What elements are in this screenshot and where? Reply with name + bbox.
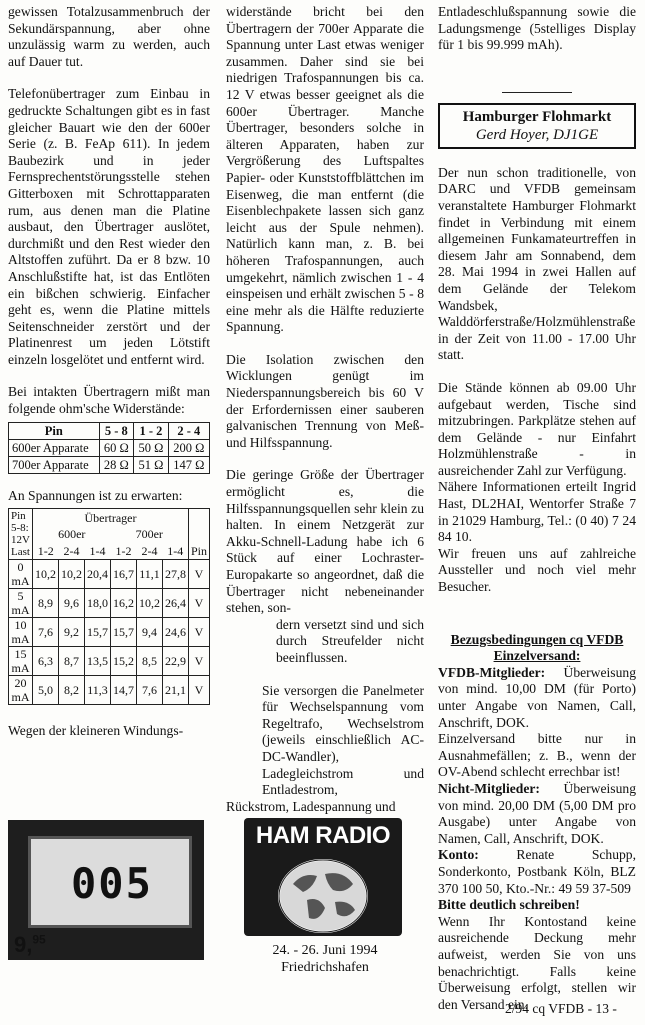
ham-radio-title: HAM RADIO xyxy=(255,822,391,849)
table-header-cell: Pin xyxy=(9,422,100,439)
table-cell: 15,7 xyxy=(110,618,136,647)
account-label: Konto: xyxy=(438,847,479,863)
ham-radio-place: Friedrichshafen xyxy=(281,960,369,975)
corner-volt-label: 12V xyxy=(11,534,30,547)
corner-last-label: Last xyxy=(11,546,30,559)
lcd-digits: 005 xyxy=(71,859,153,908)
table-row xyxy=(9,560,210,589)
table-cell: 24,6 xyxy=(162,618,188,647)
price-cents: 95 xyxy=(32,932,46,947)
table-cell: 15 mA xyxy=(9,647,33,676)
table-cell: 5 mA xyxy=(9,589,33,618)
table-cell: 8,2 xyxy=(58,676,84,705)
table-row xyxy=(9,647,210,676)
table-row xyxy=(9,618,210,647)
table-header-row xyxy=(9,509,210,526)
table-cell: 0 mA xyxy=(9,560,33,589)
members-text: Überweisung von mind. 10,00 DM (für Porto) unter Angabe von Namen, Call, Anschrift, DOK. xyxy=(438,664,636,730)
table-cell: 50 Ω xyxy=(134,439,169,456)
members-label: VFDB-Mitglieder: xyxy=(438,664,546,680)
nonmembers-block xyxy=(438,781,636,847)
table-cell: 22,9 xyxy=(162,647,188,676)
table-header-cell: 2-4 xyxy=(58,543,84,560)
separator-rule xyxy=(502,92,572,93)
nonmembers-text: Überweisung von mind. 20,00 DM (5,00 DM pro Ausgabe) unter Angabe von Namen, Call, Anschrift, DOK. xyxy=(438,780,636,846)
table-header-cell: 1-2 xyxy=(32,543,58,560)
table-cell: 10 mA xyxy=(9,618,33,647)
table-cell: 10,2 xyxy=(32,560,58,589)
members-block xyxy=(438,665,636,731)
col1-paragraph-4: An Spannungen ist zu erwarten: xyxy=(8,487,183,503)
table-cell: 15,7 xyxy=(84,618,110,647)
page-footer: 2/94 cq VFDB - 13 - xyxy=(505,1001,617,1016)
col2-paragraph-4-tail: Rückstrom, Ladespannung und xyxy=(226,798,396,814)
table-cell: 9,6 xyxy=(58,589,84,618)
table-cell: 15,2 xyxy=(110,647,136,676)
ham-radio-date: 24. - 26. Juni 1994 xyxy=(272,943,378,958)
article-author: Gerd Hoyer, DJ1GE xyxy=(475,126,599,143)
table-header-cell: 1-4 xyxy=(84,543,110,560)
table-cell: 13,5 xyxy=(84,647,110,676)
table-cell: 14,7 xyxy=(110,676,136,705)
column-2 xyxy=(226,4,424,815)
table-cell: 147 Ω xyxy=(168,456,209,473)
table-header-cell: Pin xyxy=(188,543,209,560)
subscription-title: Bezugsbedingungen cq VFDB xyxy=(450,631,624,647)
table-header-cell: 2-4 xyxy=(136,543,162,560)
table-row xyxy=(9,439,210,456)
table-cell: 10,2 xyxy=(58,560,84,589)
write-clearly-note: Bitte deutlich schreiben! xyxy=(438,897,580,913)
table-cell: 5,0 xyxy=(32,676,58,705)
col1-paragraph-1: gewissen Totalzusammenbruch der Sekundärspannung, aber ohne unzulässig warm zu werden, auch auf Dauer tut. xyxy=(8,4,210,69)
table-row xyxy=(9,589,210,618)
column-1 xyxy=(8,4,210,740)
table-cell: 8,9 xyxy=(32,589,58,618)
table-header-cell: 1-4 xyxy=(162,543,188,560)
column-3 xyxy=(438,4,636,1013)
resistance-table xyxy=(8,422,210,474)
table-cell: 26,4 xyxy=(162,589,188,618)
subscription-subtitle: Einzelversand: xyxy=(493,648,581,664)
globe-icon xyxy=(273,854,373,934)
group-title-cell: Übertrager xyxy=(32,509,188,526)
table-header-cell: 1 - 2 xyxy=(134,422,169,439)
corner-pin-label: Pin 5-8: xyxy=(11,510,29,535)
table-cell: 28 Ω xyxy=(99,456,134,473)
table-cell: 20,4 xyxy=(84,560,110,589)
nonmembers-label: Nicht-Mitglieder: xyxy=(438,780,540,796)
table-cell: 27,8 xyxy=(162,560,188,589)
table-cell: 200 Ω xyxy=(168,439,209,456)
table-header-row xyxy=(9,526,210,543)
col3-paragraph-5: Wir freuen uns auf zahlreiche Aussteller und noch viel mehr Besucher. xyxy=(438,545,636,595)
table-header-cell: 2 - 4 xyxy=(168,422,209,439)
table-header-cell: 1-2 xyxy=(110,543,136,560)
col2-paragraph-4: Sie versorgen die Panelmeter für Wechselspannung vom Regeltrafo, Wechselstrom (jeweils einschließlich AC-DC-Wandler), Ladegleichstrom und Entladestrom, xyxy=(262,682,424,798)
table-cell: 700er Apparate xyxy=(9,456,100,473)
table-cell: 16,2 xyxy=(110,589,136,618)
table-cell: 18,0 xyxy=(84,589,110,618)
price-main: 9, xyxy=(14,932,33,957)
table-cell: 20 mA xyxy=(9,676,33,705)
table-cell: 8,7 xyxy=(58,647,84,676)
price-label xyxy=(14,932,46,958)
table-row xyxy=(9,676,210,705)
table-cell xyxy=(188,509,209,543)
table-cell: 11,3 xyxy=(84,676,110,705)
col3-paragraph-2: Der nun schon traditionelle, von DARC und VFDB gemeinsam veranstaltete Hamburger Flohmarkt findet in Verbindung mit einem allgemeinen Funkamateurtreffen in diesem Jahr am Sonnabend, dem 28. Mai 1994 in zwei Hallen auf dem Gelände der Telekom Wandsbek, Walddörferstraße/Holzmühlenstraße in der Zeit von 11.00 - 17.00 Uhr statt. xyxy=(438,164,636,363)
table-cell: 21,1 xyxy=(162,676,188,705)
account-block xyxy=(438,847,636,897)
table-cell: V xyxy=(188,647,209,676)
table-cell: 60 Ω xyxy=(99,439,134,456)
article-header-box xyxy=(438,103,636,149)
table-cell: 9,2 xyxy=(58,618,84,647)
col1-paragraph-5: Wegen der kleineren Windungs- xyxy=(8,723,184,739)
col3-paragraph-1: Entladeschlußspannung sowie die Ladungsmenge (5stelliges Display für 1 bis 99.999 mAh). xyxy=(438,4,636,53)
col2-paragraph-3-indent: dern versetzt sind und sich durch Streufelder nicht beeinflussen. xyxy=(276,616,424,665)
table-cell: 16,7 xyxy=(110,560,136,589)
table-cell: V xyxy=(188,560,209,589)
voltage-table xyxy=(8,508,210,705)
table-cell: V xyxy=(188,618,209,647)
table-cell: V xyxy=(188,589,209,618)
col3-closing-paragraph: Wenn Ihr Kontostand keine ausreichende Deckung mehr aufweist, werden Sie von uns benachrichtigt. Falls keine Überweisung erfolgt, stellen wir den Versand ein. xyxy=(438,913,636,1012)
table-row xyxy=(9,456,210,473)
members-note: Einzelversand bitte nur in Ausnahmefällen; z. B., wenn der OV-Abend schlecht errechbar ist! xyxy=(438,731,636,780)
col1-paragraph-3: Bei intakten Übertragern mißt man folgende ohm'sche Widerstände: xyxy=(8,384,210,417)
ham-radio-caption xyxy=(226,942,424,976)
col2-paragraph-2: Die Isolation zwischen den Wicklungen genügt im Niederspannungsbereich bis 60 V der Erfordernissen einer sauberen galvanischen Trennung von Meß- und Hilfsspannung. xyxy=(226,351,424,450)
table-cell: V xyxy=(188,676,209,705)
table-header-row xyxy=(9,422,210,439)
table-cell: 10,2 xyxy=(136,589,162,618)
table-cell: 9,4 xyxy=(136,618,162,647)
lcd-display xyxy=(28,836,192,928)
table-cell: 7,6 xyxy=(32,618,58,647)
table-cell: 51 Ω xyxy=(134,456,169,473)
table-header-cell: 5 - 8 xyxy=(99,422,134,439)
col3-paragraph-3: Die Stände können ab 09.00 Uhr aufgebaut werden, Tische sind mitzubringen. Parkplätze stehen auf dem Gelände - nur Einfahrt Holzmühlenstraße - in ausreichender Zahl zur Verfügung. xyxy=(438,379,636,478)
col1-paragraph-2: Telefonübertrager zum Einbau in gedruckte Schaltungen gibt es in fast gleicher Bauart wie den der 600er Serie (z. B. FeAp 611). In jedem Baubezirk und in jeder Fernsprechentstörungsstelle stehen Gitterboxen mit Schrottapparaten rum, aus denen man die Platine ausbaut, den Übertrager auslötet, durchmißt und den Rest wieder den Altstoffen zuführt. Da er 8 bzw. 10 Anschlußstifte hat, ist das Entlöten ein bißchen schwierig. Einfacher geht es, wenn die Platine mittels Seitenschneider zerstört und der Platinenrest um jeden Lötstift einzeln losgelötet und entfernt wird. xyxy=(8,86,210,367)
table-cell: 11,1 xyxy=(136,560,162,589)
table-cell: 6,3 xyxy=(32,647,58,676)
table-header-row xyxy=(9,543,210,560)
ham-radio-logo xyxy=(244,818,402,936)
col2-paragraph-1: widerstände bricht bei den Übertragern der 700er Apparate die Spannung unter Last etwas weniger zusammen. Daher sind sie bei niedrigen Trafospannungen bis ca. 12 V etwas besser geeignet als die 600er Übertrager. Manche Übertrager, besonders solche in älteren Apparaten, haben zur Vergrößerung des Luftspaltes Papier- oder Kunststoffblättchen im Eisenweg, die man entfernt (die Eisenblechpakete lassen sich ganz leicht aus der Spule nehmen). Natürlich kann man, z. B. bei höheren Trafospannungen, auch umgekehrt, nämlich zwischen 1 - 4 einspeisen und erhält zwischen 5 - 8 eine mehr als die Hälfte reduzierte Spannung. xyxy=(226,4,424,335)
article-title: Hamburger Flohmarkt xyxy=(462,108,612,125)
group-700-cell: 700er xyxy=(110,526,188,543)
col2-paragraph-3: Die geringe Größe der Übertrager ermöglicht es, die Hilfsspannungsquellen sehr klein zu halten. In einem Netzgerät zur Akku-Schnell-Ladung habe ich 6 Stück auf einer Lochraster-Europakarte so angeordnet, daß die Übertrager nicht nebeneinander stehen, son- xyxy=(226,467,424,616)
table-cell: 7,6 xyxy=(136,676,162,705)
table-cell: 8,5 xyxy=(136,647,162,676)
col3-paragraph-4: Nähere Informationen erteilt Ingrid Hast, DL2HAI, Wentorfer Straße 7 in 21029 Hamburg, Tel.: (0 40) 7 24 84 10. xyxy=(438,479,636,545)
group-600-cell: 600er xyxy=(32,526,110,543)
table-corner-cell xyxy=(9,509,33,560)
table-cell: 600er Apparate xyxy=(9,439,100,456)
account-text: Renate Schupp, Sonderkonto, Postbank Köln, BLZ 370 100 50, Kto.-Nr.: 49 59 37-509 xyxy=(438,847,636,896)
